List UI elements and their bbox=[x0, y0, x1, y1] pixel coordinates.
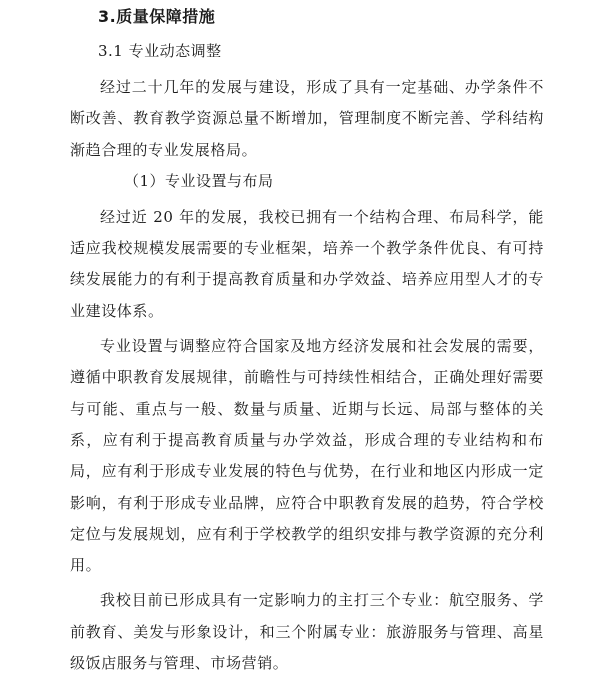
paragraph-current-programs: 我校目前已形成具有一定影响力的主打三个专业：航空服务、学前教育、美发与形象设计，和三个附属专业：旅游服务与管理、高星级饭店服务与管理、市场营销。 bbox=[70, 591, 544, 673]
paragraph-program-principles: 专业设置与调整应符合国家及地方经济发展和社会发展的需要，遵循中职教育发展规律，前瞻性与可持续性相结合，正确处理好需要与可能、重点与一般、数量与质量、近期与长远、局部与整体的关系，应有利于提高教育质量与办学效益，形成合理的专业结构和布局，应有利于形成专业发展的特色与优势，在行业和地区内形成一定影响，有利于形成专业品牌，应符合中职教育发展的趋势，符合学校定位与发展规划，应有利于学校教学的组织安排与教学资源的充分利用。 bbox=[70, 337, 544, 575]
item-title-program-setup: （1）专业设置与布局 bbox=[124, 171, 274, 190]
paragraph-development-overview: 经过二十几年的发展与建设，形成了具有一定基础、办学条件不断改善、教育教学资源总量不断增加，管理制度不断完善、学科结构渐趋合理的专业发展格局。 bbox=[70, 78, 544, 159]
paragraph-program-framework: 经过近 20 年的发展，我校已拥有一个结构合理、布局科学，能适应我校规模发展需要的专业框架，培养一个教学条件优良、有可持续发展能力的有利于提高教育质量和办学效益、培养应用型人才的专业建设体系。 bbox=[70, 207, 544, 320]
subsection-title: 3.1 专业动态调整 bbox=[98, 42, 222, 60]
section-title: 3.质量保障措施 bbox=[98, 7, 216, 26]
